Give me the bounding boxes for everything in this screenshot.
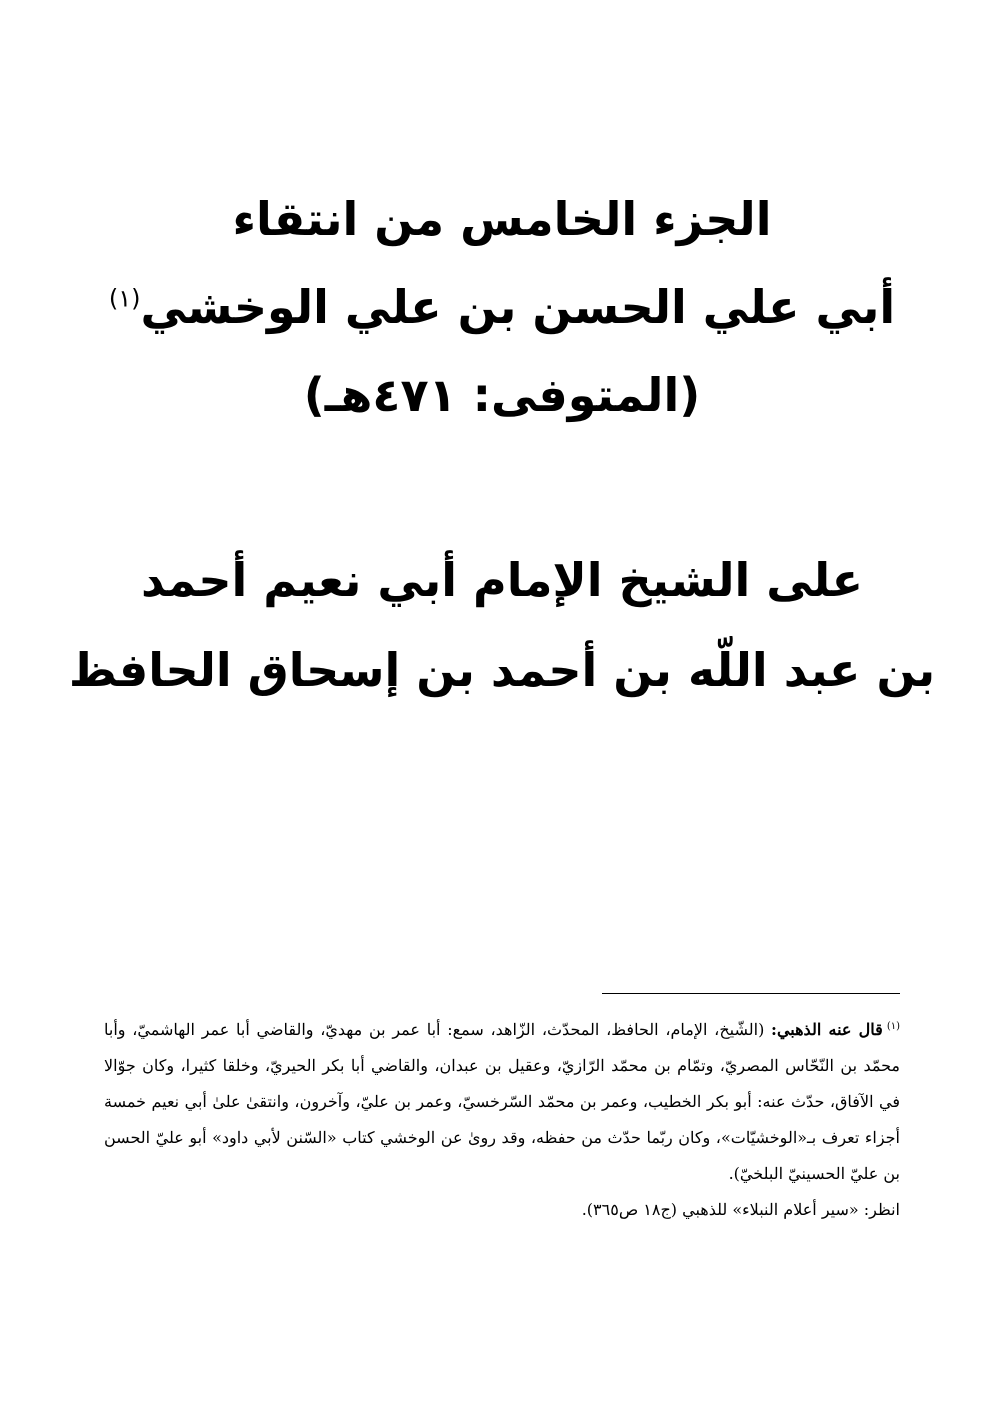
subtitle-line-2: بن عبد اللّه بن أحمد بن إسحاق الحافظ <box>68 643 936 697</box>
footnote-reference[interactable]: (١) <box>108 284 141 313</box>
footnote-lead: قال عنه الذهبي: <box>771 1020 883 1039</box>
subtitle-block <box>0 535 1004 715</box>
footnote-source: انظر: «سير أعلام النبلاء» للذهبي (ج١٨ ص٣٦٥). <box>581 1200 900 1219</box>
footnote-divider <box>602 993 900 994</box>
footnote-marker: (١) <box>886 1020 900 1032</box>
footnote-body: (الشّيخ، الإمام، الحافظ، المحدّث، الزّاهد، سمع: أبا عمر بن مهديّ، والقاضي أبا عمر الهاشميّ، وأبا محمّد بن النّحّاس المصريّ، وتمّام بن محمّد الرّازيّ، وعقيل بن عبدان، والقاضي أبا بكر الحيريّ، وخلقا كثيرا، وكان جوّالا في الآفاق، حدّث عنه: أبو بكر الخطيب، وعمر بن محمّد السّرخسيّ، وعمر بن عليّ، وآخرون، وانتقىٰ علىٰ أبي نعيم خمسة أجزاء تعرف بـ«الوخشيّات»، وكان ربّما حدّث من حفظه، وقد روىٰ عن الوخشي كتاب «السّنن لأبي داود» أبو عليّ الحسن بن عليّ الحسينيّ البلخيّ). <box>104 1020 901 1183</box>
footnote-paragraph <box>104 1012 900 1192</box>
title-death-date: (المتوفى: ٤٧١هـ) <box>303 368 701 422</box>
title-author-name: أبي علي الحسن بن علي الوخشي <box>140 280 896 334</box>
subtitle-line-1: على الشيخ الإمام أبي نعيم أحمد <box>140 553 864 607</box>
title-line-2 <box>0 263 1004 351</box>
title-line-1: الجزء الخامس من انتقاء <box>232 192 772 246</box>
title-block <box>0 175 1004 439</box>
footnote-section <box>104 1012 900 1228</box>
